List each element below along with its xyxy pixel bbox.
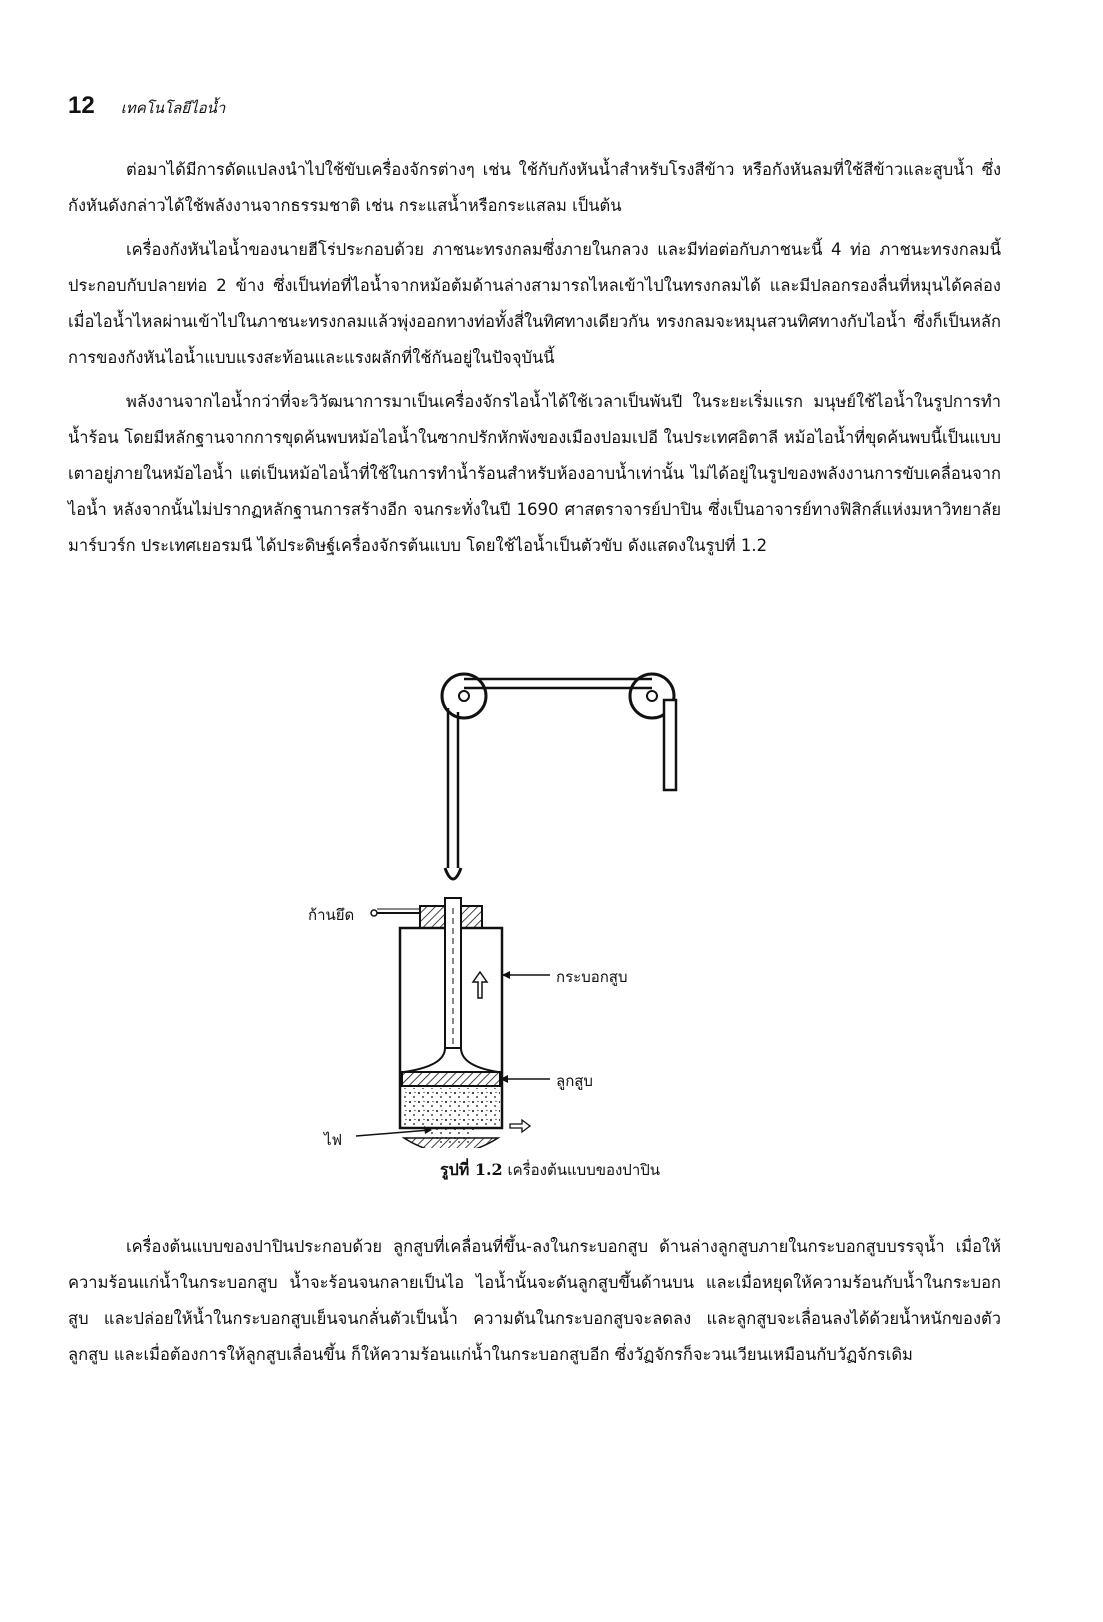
caption-number: รูปที่ 1.2 (439, 1160, 503, 1179)
body-text-top (68, 152, 1001, 572)
label-rod: ก้านยึด (308, 906, 355, 924)
label-cylinder: กระบอกสูบ (556, 968, 628, 986)
piston (402, 1072, 500, 1086)
page-header (68, 92, 225, 124)
paragraph-3: พลังงานจากไอน้ำกว่าที่จะวิวัฒนาการมาเป็นเครื่องจักรไอน้ำได้ใช้เวลาเป็นพันปี ในระยะเริ่มแรก มนุษย์ใช้ไอน้ำในรูปการทำน้ำร้อน โดยมีหลักฐานจากการขุดค้นพบหม้อไอน้ำในซากปรักหักพังของเมืองปอมเปอี ในประเทศอิตาลี หม้อไอน้ำที่ขุดค้นพบนี้เป็นแบบเตาอยู่ภายในหม้อไอน้ำ แต่เป็นหม้อไอน้ำที่ใช้ในการทำน้ำร้อนสำหรับห้องอาบน้ำเท่านั้น ไม่ได้อยู่ในรูปของพลังงานการขับเคลื่อนจากไอน้ำ หลังจากนั้นไม่ปรากฏหลักฐานการสร้างอีก จนกระทั่งในปี 1690 ศาสตราจารย์ปาปิน ซึ่งเป็นอาจารย์ทางฟิสิกส์แห่งมหาวิทยาลัยมาร์บวร์ก ประเทศเยอรมนี ได้ประดิษฐ์เครื่องจักรต้นแบบ โดยใช้ไอน้ำเป็นตัวขับ ดังแสดงในรูปที่ 1.2 (68, 392, 1001, 555)
hook (445, 868, 461, 879)
paragraph-2: เครื่องกังหันไอน้ำของนายฮีโร่ประกอบด้วย ภาชนะทรงกลมซึ่งภายในกลวง และมีท่อต่อกับภาชนะนี้ 4 ท่อ ภาชนะทรงกลมนี้ประกอบกับปลายท่อ 2 ข้าง ซึ่งเป็นท่อที่ไอน้ำจากหม้อต้มด้านล่างสามารถไหลเข้าไปในทรงกลมได้ และมีปลอกรองลื่นที่หมุนได้คล่อง เมื่อไอน้ำไหลผ่านเข้าไปในภาชนะทรงกลมแล้วพุ่งออกทางท่อทั้งสี่ในทิศทางเดียวกัน ทรงกลมจะหมุนสวนทิศทางกับไอน้ำ ซึ่งก็เป็นหลักการของกังหันไอน้ำแบบแรงสะท้อนและแรงผลักที่ใช้กันอยู่ในปัจจุบันนี้ (68, 240, 1001, 367)
papin-engine-diagram (300, 668, 800, 1148)
running-title: เทคโนโลยีไอน้ำ (120, 99, 226, 117)
label-fire: ไฟ (324, 1131, 343, 1149)
figure-caption (300, 1158, 800, 1183)
right-arrow-icon (510, 1120, 530, 1132)
page-number: 12 (68, 92, 95, 119)
paragraph-1: ต่อมาได้มีการดัดแปลงนำไปใช้ขับเครื่องจักรต่างๆ เช่น ใช้กับกังหันน้ำสำหรับโรงสีข้าว หรือกังหันลมที่ใช้สีข้าวและสูบน้ำ ซึ่งกังหันดังกล่าวได้ใช้พลังงานจากธรรมชาติ เช่น กระแสน้ำหรือกระแสลม เป็นต้น (68, 160, 1001, 215)
paragraph-4: เครื่องต้นแบบของปาปินประกอบด้วย ลูกสูบที่เคลื่อนที่ขึ้น-ลงในกระบอกสูบ ด้านล่างลูกสูบภายในกระบอกสูบบรรจุน้ำ เมื่อให้ความร้อนแก่น้ำในกระบอกสูบ น้ำจะร้อนจนกลายเป็นไอ ไอน้ำนั้นจะดันลูกสูบขึ้นด้านบน และเมื่อหยุดให้ความร้อนกับน้ำในกระบอกสูบ และปล่อยให้น้ำในกระบอกสูบเย็นจนกลั่นตัวเป็นน้ำ ความดันในกระบอกสูบจะลดลง และลูกสูบจะเลื่อนลงได้ด้วยน้ำหนักของตัวลูกสูบ และเมื่อต้องการให้ลูกสูบเลื่อนขึ้น ก็ให้ความร้อนแก่น้ำในกระบอกสูบอีก ซึ่งวัฏจักรก็จะวนเวียนเหมือนกับวัฏจักรเดิม (68, 1237, 1001, 1364)
counter-rod (664, 700, 676, 790)
fire-pan (404, 1138, 498, 1148)
body-text-bottom (68, 1229, 1001, 1381)
caption-text: เครื่องต้นแบบของปาปิน (507, 1161, 661, 1179)
water-region (402, 1088, 500, 1126)
label-piston: ลูกสูบ (556, 1072, 593, 1090)
figure-papin-engine (300, 668, 800, 1210)
